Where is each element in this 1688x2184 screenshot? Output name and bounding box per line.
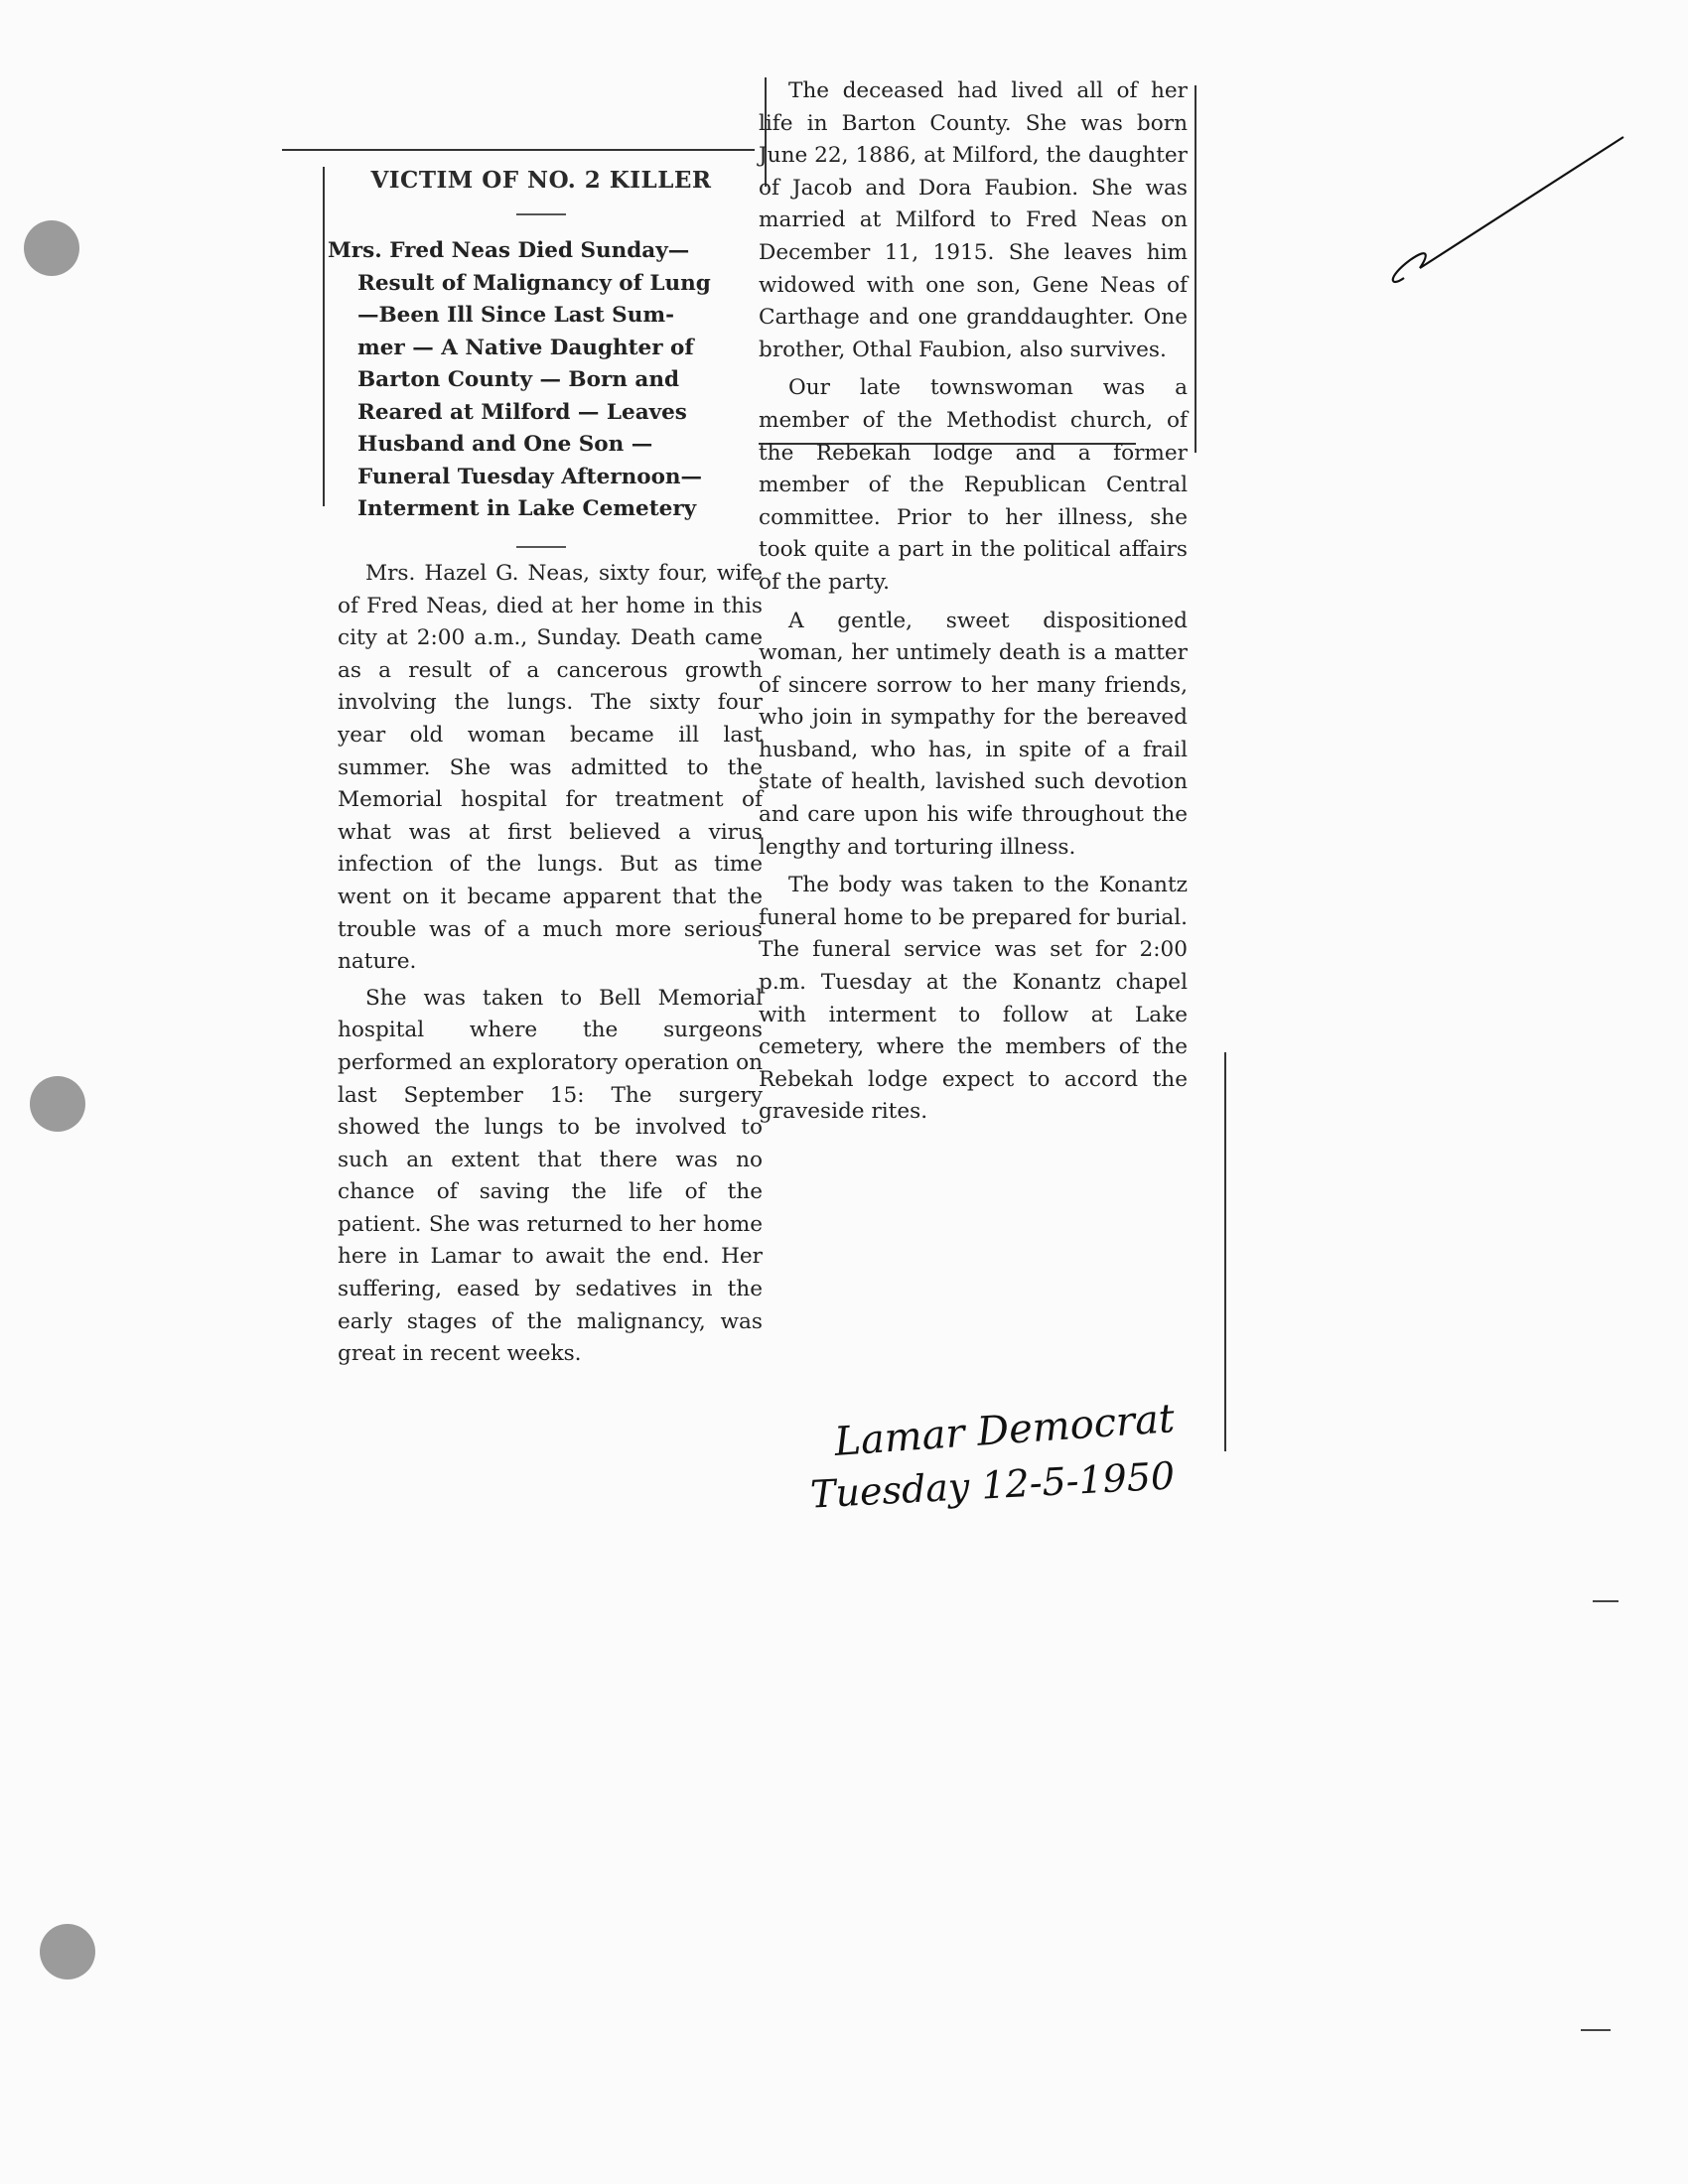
article-paragraph: The body was taken to the Konantz funeral home to be prepared for burial. The funeral service was set for 2:00 p.m. Tuesday at the Konantz chapel with interment to follow at Lake cemetery, where the members of the Rebekah lodge expect to accord the graveside rites.: [759, 873, 1188, 1125]
deck-line: Reared at Milford — Leaves: [357, 399, 687, 425]
deck-line: mer — A Native Daughter of: [357, 335, 694, 360]
deck-line: Barton County — Born and: [357, 367, 679, 392]
deck-divider: [516, 546, 566, 548]
binder-hole-middle: [30, 1076, 85, 1132]
article-header: [328, 167, 755, 568]
article-paragraph: Mrs. Hazel G. Neas, sixty four, wife of Fred Neas, died at her home in this city at 2:00 a.m., Sunday. Death came as a result of a cancerous growth involving the lungs. The sixty four year old woman became ill last summer. She was admitted to the Memorial hospital for treatment of what was at first believed a virus infection of the lungs. But as time went on it became apparent that the trouble was of a much more serious nature.: [338, 561, 763, 975]
clipping-left-rule: [323, 167, 325, 506]
article-paragraph: The deceased had lived all of her life in Barton County. She was born June 22, 1886, at Milford, the daughter of Jacob and Dora Faubion. She was married at Milford to Fred Neas on December 11, 1915. She leaves him widowed with one son, Gene Neas of Carthage and one granddaughter. One brother, Othal Faubion, also survives.: [759, 78, 1188, 362]
binder-hole-bottom: [40, 1924, 95, 1979]
clipping-right-rule: [1195, 85, 1196, 453]
deck-line: Interment in Lake Cemetery: [357, 496, 697, 521]
handwritten-date: Tuesday 12-5-1950: [809, 1453, 1177, 1517]
check-mark-icon: [1380, 129, 1628, 298]
article-paragraph: A gentle, sweet dispositioned woman, her untimely death is a matter of sincere sorrow to her many friends, who join in sympathy for the bereaved husband, who has, in spite of a frail state of health, lavished such devotion and care upon his wife throughout the lengthy and torturing illness.: [759, 608, 1188, 860]
article-column-right: [759, 75, 1188, 1129]
stray-mark: [1581, 2029, 1611, 2031]
article-paragraph: She was taken to Bell Memorial hospital where the surgeons performed an exploratory operation on last September 15: The surgery showed the lungs to be involved to such an extent that there was no chance of saving the life of the patient. She was returned to her home here in Lamar to await the end. Her suffering, eased by sedatives in the early stages of the malignancy, was great in recent weeks.: [338, 985, 763, 1367]
deck-line: Mrs. Fred Neas Died Sunday—: [328, 238, 690, 263]
binder-hole-top: [24, 220, 79, 276]
clipping-top-rule: [282, 149, 755, 151]
handwritten-source: Lamar Democrat: [832, 1396, 1177, 1465]
article-paragraph: Our late townswoman was a member of the Methodist church, of the Rebekah lodge and a former member of the Republican Central committee. Prior to her illness, she took quite a part in the political affairs of the party.: [759, 375, 1188, 595]
deck-line: Husband and One Son —: [357, 432, 653, 457]
clipping-lower-right-rule: [1224, 1052, 1226, 1451]
article-column-left: [338, 558, 763, 1371]
article-deck: [328, 235, 755, 526]
header-divider: [516, 213, 566, 215]
deck-line: Funeral Tuesday Afternoon—: [357, 464, 703, 489]
article-headline: VICTIM OF NO. 2 KILLER: [370, 167, 712, 194]
stray-mark: [1593, 1600, 1618, 1602]
deck-line: —Been Ill Since Last Sum-: [357, 303, 675, 328]
deck-line: Result of Malignancy of Lung: [357, 270, 711, 296]
